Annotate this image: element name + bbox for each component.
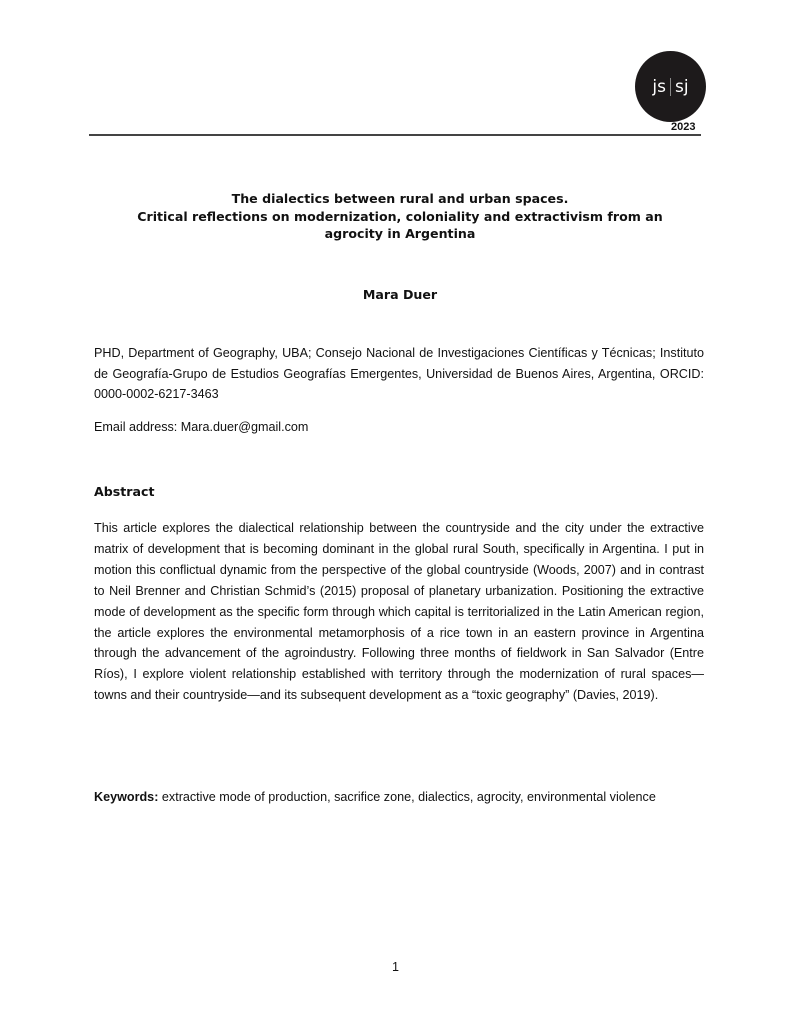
title-line: agrocity in Argentina — [324, 226, 476, 241]
keywords-label: Keywords: — [94, 790, 162, 804]
author-email: Email address: Mara.duer@gmail.com — [94, 420, 309, 434]
keywords-text: extractive mode of production, sacrifice zone, dialectics, agrocity, environmental violence — [161, 790, 656, 804]
page-number: 1 — [391, 960, 399, 974]
abstract-body: This article explores the dialectical relationship between the countryside and the city under the extractive matrix of development that is becoming dominant in the global rural South, specifically in Argentina. I put in motion this conflictual dynamic from the perspective of the global countryside (Woods, 2007) and in contrast to Neil Brenner and Christian Schmid’s (2015) proposal of planetary urbanization. Positioning the extractive mode of development as the specific form through which capital is territorialized in the Latin American region, the article explores the environmental metamorphosis of a rice town in an eastern province in Argentina through the advancement of the agroindustry. Following three months of fieldwork in San Salvador (Entre Ríos), I explore violent relationship established with territory through the modernization of rural spaces—towns and their countryside—and its subsequent development as a “toxic geography” (Davies, 2019). — [94, 521, 704, 703]
author-affiliation: PHD, Department of Geography, UBA; Consejo Nacional de Investigaciones Científicas y Técnicas; Instituto de Geografía-Grupo de Estudios Geografías Emergentes, Universidad de Buenos Aires, Argentina, ORCID: 0000-0002-6217-3463 — [94, 346, 704, 401]
title-line: The dialectics between rural and urban spaces. — [231, 191, 569, 206]
keywords — [94, 787, 704, 808]
header-rule — [89, 134, 701, 136]
abstract-heading: Abstract — [94, 484, 155, 499]
title-line: Critical reflections on modernization, coloniality and extractivism from an — [137, 208, 663, 224]
journal-logo — [635, 51, 706, 122]
author-name: Mara Duer — [362, 287, 438, 302]
logo-left-text: js — [652, 76, 666, 97]
publication-year: 2023 — [671, 121, 696, 133]
article-title — [100, 190, 700, 243]
logo-separator — [670, 78, 671, 96]
logo-right-text: sj — [675, 76, 689, 97]
